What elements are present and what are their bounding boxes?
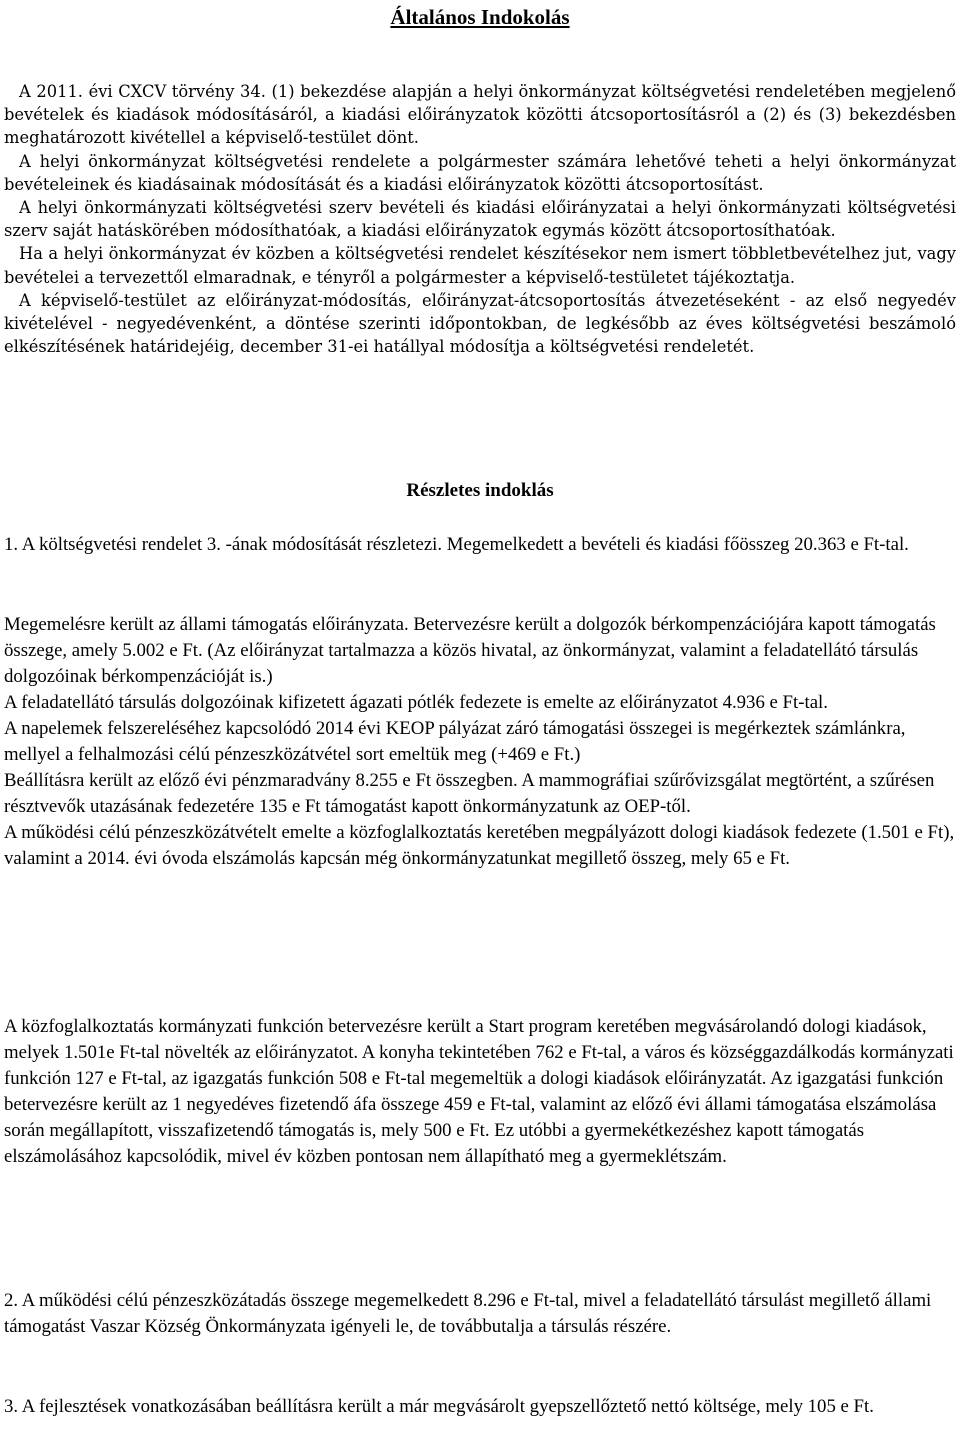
general-paragraph: Ha a helyi önkormányzat év közben a költségvetési rendelet készítésekor nem ismert többletbevételhez jut, vagy bevételei a tervezettől elmaradnak, e tényről a polgármester a képviselő-testületet tájékoztatja. [4, 244, 956, 287]
details-paragraph: 2. A működési célú pénzeszközátadás összege megemelkedett 8.296 e Ft-tal, mivel a feladatellátó társulást megillető állami támogatást Vaszar Község Önkormányzata igényeli le, de továbbutalja a társulás részére. [4, 1290, 932, 1337]
general-justification-section [4, 80, 956, 358]
details-paragraph: A közfoglalkoztatás kormányzati funkción betervezésre került a Start program keretében megvásárolandó dologi kiadások, melyek 1.501e Ft-tal növelték az előirányzatot. A konyha tekintetében 762 e Ft-tal, a város és községgazdálkodás kormányzati funkción 127 e Ft-tal, az igazgatás funkción 508 e Ft-tal megemeltük a dologi kiadások előirányzatát. Az igazgatási funkción betervezésre került az 1 negyedéves fizetendő áfa összege 459 e Ft-tal, valamint az előző évi állami támogatása elszámolása során megállapított, visszafizetendő támogatás is, mely 500 e Ft. Ez utóbbi a gyermekétkezéshez kapott támogatás elszámolásához kapcsolódik, mivel év közben pontosan nem állapítható meg a gyermeklétszám. [4, 1016, 954, 1167]
details-title: Részletes indoklás [406, 480, 554, 501]
general-paragraph: A képviselő-testület az előirányzat-módosítás, előirányzat-átcsoportosítás átvezetéseként - az első negyedév kivételével - negyedévenként, a döntése szerinti időpontokban, de legkésőbb az éves költségvetési beszámoló elkészítésének határidejéig, december 31-ei hatállyal módosítja a költségvetési rendeletét. [4, 290, 956, 357]
details-paragraph: 1. A költségvetési rendelet 3. -ának módosítását részletezi. Megemelkedett a bevételi és kiadási főösszeg 20.363 e Ft-tal. [4, 534, 909, 555]
details-item-1 [4, 532, 956, 558]
details-paragraph: A feladatellátó társulás dolgozóinak kifizetett ágazati pótlék fedezete is emelte az előirányzatot 4.936 e Ft-tal. [4, 692, 828, 713]
document-title: Általános Indokolás [390, 5, 570, 29]
details-item-1-functions [4, 1014, 956, 1170]
details-paragraph: Beállításra került az előző évi pénzmaradvány 8.255 e Ft összegben. A mammográfiai szűrővizsgálat megtörtént, a szűrésen résztvevők utazásának fedezetére 135 e Ft támogatást kapott önkormányzatunk az OEP-től. [4, 770, 935, 817]
general-paragraph: A helyi önkormányzat költségvetési rendelete a polgármester számára lehetővé teheti a helyi önkormányzat bevételeinek és kiadásainak módosítását és a kiadási előirányzatok közötti átcsoportosítást. [4, 151, 956, 194]
details-paragraph: A napelemek felszereléséhez kapcsolódó 2014 évi KEOP pályázat záró támogatási összegei is megérkeztek számlánkra, mellyel a felhalmozási célú pénzeszközátvétel sort emeltük meg (+469 e Ft.) [4, 718, 906, 765]
details-paragraph: Megemelésre került az állami támogatás előirányzata. Betervezésre került a dolgozók bérkompenzációjára kapott támogatás összege, amely 5.002 e Ft. (Az előirányzat tartalmazza a közös hivatal, az önkormányzat, valamint a feladatellátó társulás dolgozóinak bérkompenzációját is.) [4, 614, 936, 687]
general-paragraph: A 2011. évi CXCV törvény 34. (1) bekezdése alapján a helyi önkormányzat költségvetési rendeletében megjelenő bevételek és kiadások módosításáról, a kiadási előirányzatok közötti átcsoportosításról a (2) és (3) bekezdésben meghatározott kivétellel a képviselő-testület dönt. [4, 82, 956, 148]
details-paragraph: 3. A fejlesztések vonatkozásában beállításra került a már megvásárolt gyepszellőztető nettó költsége, mely 105 e Ft. [4, 1396, 874, 1417]
details-item-1-notes [4, 612, 956, 872]
details-paragraph: A működési célú pénzeszközátvételt emelte a közfoglalkoztatás keretében megpályázott dologi kiadások fedezete (1.501 e Ft), valamint a 2014. évi óvoda elszámolás kapcsán még önkormányzatunkat megillető összeg, mely 65 e Ft. [4, 822, 955, 869]
details-item-2 [4, 1288, 956, 1340]
details-item-3 [4, 1394, 956, 1420]
general-paragraph: A helyi önkormányzati költségvetési szerv bevételi és kiadási előirányzatai a helyi önkormányzati költségvetési szerv saját hatáskörében módosíthatóak, a kiadási előirányzatok egymás között átcsoportosíthatóak. [4, 198, 956, 241]
